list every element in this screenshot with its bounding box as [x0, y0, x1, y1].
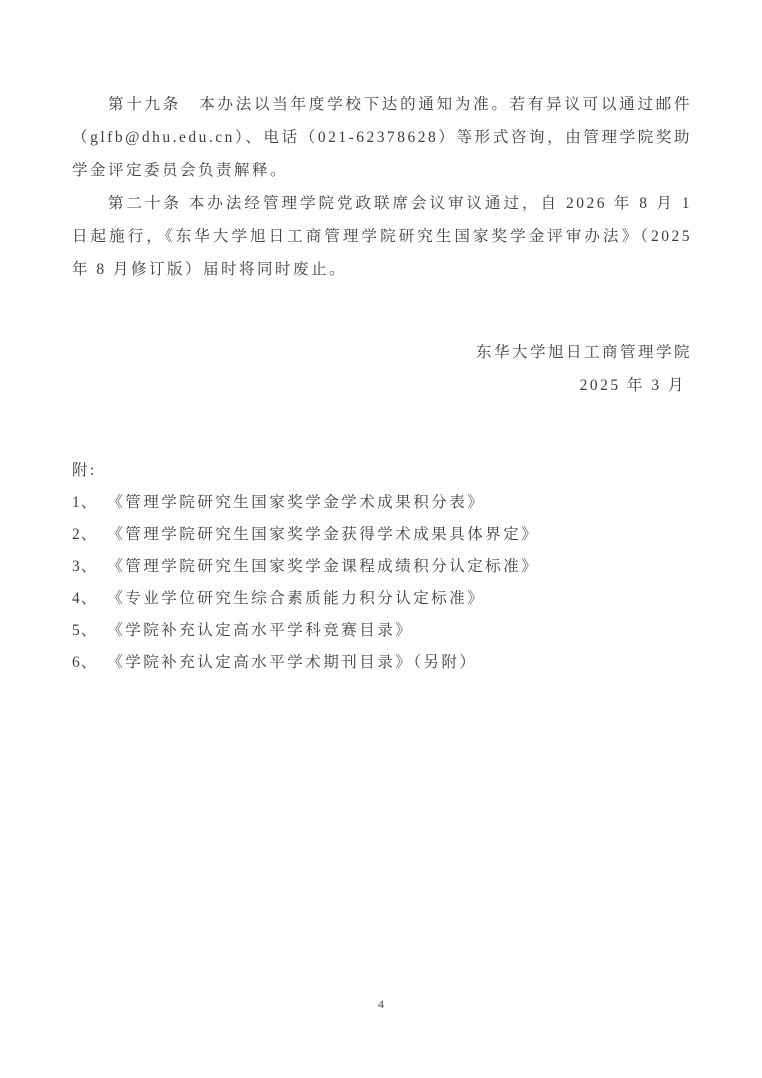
signature-organization: 东华大学旭日工商管理学院 — [475, 344, 692, 361]
list-item-number: 6、 — [72, 654, 98, 671]
signature-block — [72, 336, 692, 402]
signature-date: 2025 年 3 月 — [579, 377, 686, 394]
attachments-section — [72, 454, 692, 679]
paragraph-article-19: 第十九条 本办法以当年度学校下达的通知为准。若有异议可以通过邮件（glfb@dhu.edu.cn）、电话（021-62378628）等形式咨询，由管理学院奖助学金评定委员会负责解释。 — [72, 96, 692, 179]
paragraph-article-20: 第二十条 本办法经管理学院党政联席会议审议通过，自 2026 年 8 月 1 日起施行，《东华大学旭日工商管理学院研究生国家奖学金评审办法》（2025 年 8 月修订版）届时将同时废止。 — [72, 195, 692, 278]
list-item-title: 《管理学院研究生国家奖学金课程成绩积分认定标准》 — [107, 558, 540, 575]
list-item — [72, 487, 692, 519]
list-item — [72, 519, 692, 551]
list-item — [72, 551, 692, 583]
list-item-title: 《学院补充认定高水平学术期刊目录》（另附） — [107, 654, 478, 671]
list-item-number: 4、 — [72, 590, 98, 607]
list-item-number: 2、 — [72, 526, 98, 543]
page-number: 4 — [378, 997, 384, 1011]
attachments-list — [72, 487, 692, 679]
list-item-title: 《专业学位研究生综合素质能力积分认定标准》 — [107, 590, 486, 607]
list-item — [72, 647, 692, 679]
list-item-title: 《学院补充认定高水平学科竞赛目录》 — [107, 622, 414, 639]
attachments-heading: 附: — [72, 462, 97, 479]
list-item — [72, 615, 692, 647]
list-item-number: 3、 — [72, 558, 98, 575]
list-item-title: 《管理学院研究生国家奖学金学术成果积分表》 — [107, 494, 486, 511]
list-item-title: 《管理学院研究生国家奖学金获得学术成果具体界定》 — [107, 526, 540, 543]
list-item-number: 1、 — [72, 494, 98, 511]
list-item-number: 5、 — [72, 622, 98, 639]
list-item — [72, 583, 692, 615]
